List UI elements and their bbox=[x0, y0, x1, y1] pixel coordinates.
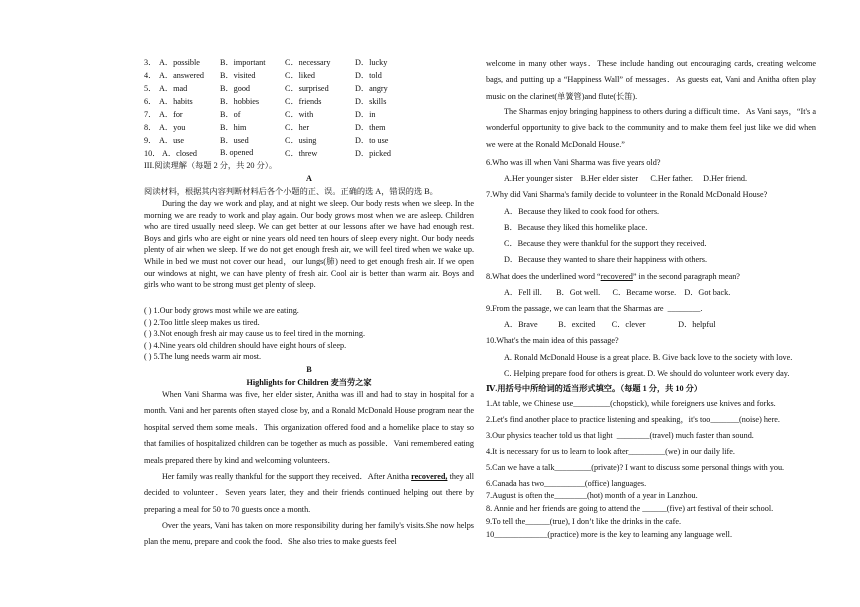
passage-b-letter: B bbox=[306, 365, 312, 374]
option-row: 3． bbox=[144, 58, 157, 67]
passage-b-paragraph-5: The Sharmas enjoy bringing happiness to others during a difficult time．As Vani says，“It's a wonderful opportunity to give back to the community and to make them feel just like we did when we were at the Ronald McDonald House.” bbox=[486, 107, 816, 149]
fill-item: 2.Let's find another place to practice listening and speaking，it's too_______(noise) here. bbox=[486, 415, 780, 424]
option-c: C．necessary bbox=[285, 58, 331, 67]
question-10-option: C. Helping prepare food for others is great. D. We should do volunteer work every day. bbox=[504, 369, 790, 378]
option-row: 8． bbox=[144, 123, 157, 132]
passage-a-text: During the day we work and play, and at night we sleep. Our body rests when we sleep. In the morning we are ready to work and play again. Our body grows most when we are asleep. Children who are tired usually need sleep. We can get better at our lessons after we have had enough rest. Boys and girls who are eight or nine years old need ten hours of sleep every night. Our body needs plenty of air when we sleep. If we do not get enough fresh air, we will feel tired when we wake up. While in bed we must not cover our head，our lungs(肺) need to get enough fresh air. If we open our windows at night, we can have plenty of fresh air. Cool air is better than warm air. Boys and girls who want to be strong must get plenty of sleep. bbox=[144, 199, 474, 290]
option-a: A．closed bbox=[162, 149, 198, 158]
option-c: C．friends bbox=[285, 97, 322, 106]
option-c: C．surprised bbox=[285, 84, 329, 93]
passage-b-title: Highlights for Children 麦当劳之家 bbox=[246, 378, 372, 387]
fill-item: 5.Can we have a talk_________(private)? I want to discuss some personal things with you. bbox=[486, 463, 785, 472]
option-d: D．to use bbox=[355, 136, 389, 145]
question-7-option: A．Because they liked to cook food for others. bbox=[504, 207, 660, 216]
option-c: C．her bbox=[285, 123, 310, 132]
section-heading: III.阅读理解（每题 2 分，共 20 分）。 bbox=[144, 161, 278, 170]
fill-item: 3.Our physics teacher told us that light ________(travel) much faster than sound. bbox=[486, 431, 754, 440]
question-7: 7.Why did Vani Sharma's family decide to volunteer in the Ronald McDonald House? bbox=[486, 190, 768, 199]
section-heading: Ⅳ.用括号中所给词的适当形式填空。（每题 1 分，共 10 分） bbox=[486, 384, 703, 393]
option-row: 7． bbox=[144, 110, 157, 119]
option-c: C．using bbox=[285, 136, 317, 145]
option-a: A．mad bbox=[159, 84, 188, 93]
passage-b-paragraph-3: Over the years, Vani has taken on more responsibility during her family's visits.She now helps plan the menu, prepare and cook the food．She also tries to make guests feel bbox=[144, 521, 474, 547]
option-c: C．threw bbox=[285, 149, 318, 158]
option-d: D．lucky bbox=[355, 58, 388, 67]
question-10: 10.What's the main idea of this passage? bbox=[486, 336, 619, 345]
tf-item: ( ) 5.The lung needs warm air most. bbox=[144, 352, 262, 361]
option-b: B．him bbox=[220, 123, 247, 132]
fill-item: 10_____________(practice) more is the key to learning any language well. bbox=[486, 530, 733, 539]
passage-b-paragraph-4: welcome in many other ways．These include handing out encouraging cards, creating welcome bags, and putting up a “Happiness Wall” of messages．As guests eat, Vani and Anitha often play music on the clarinet(单簧管)and flute(长笛). bbox=[486, 59, 816, 101]
option-a: A．answered bbox=[159, 71, 205, 80]
option-a: A．for bbox=[159, 110, 183, 119]
option-a: A．use bbox=[159, 136, 185, 145]
option-row: 4． bbox=[144, 71, 157, 80]
passage-b-paragraph-1: When Vani Sharma was five, her elder sister, Anitha was ill and had to stay in hospital for a month. Vani and her parents often stayed close by, and a Ronald McDonald House program near the hospital served them some meals．This organization offered food and a homelike place to stay so that families of hospitalized children can be together as much as possible．Vani remembered eating meals prepared there by kind and welcoming volunteers． bbox=[144, 390, 474, 465]
option-b: B．good bbox=[220, 84, 251, 93]
fill-item: 1.At table, we Chinese use_________(chopstick), while foreigners use knives and forks. bbox=[486, 399, 776, 408]
passage-b-paragraph-2: Her family was really thankful for the support they received．After Anitha recovered, they all decided to volunteer．Seven years later, they and their friends continued helping out there by preparing a meal for 50 to 70 guests once a month. bbox=[144, 472, 474, 514]
option-b: B．hobbies bbox=[220, 97, 260, 106]
question-9-options: A．Brave B．excited C．clever D．helpful bbox=[504, 320, 716, 329]
option-row: 9． bbox=[144, 136, 157, 145]
option-d: D．picked bbox=[355, 149, 391, 158]
option-row: 6． bbox=[144, 97, 157, 106]
option-d: D．them bbox=[355, 123, 386, 132]
fill-item: 4.It is necessary for us to learn to look after_________(we) in our daily life. bbox=[486, 447, 735, 456]
tf-item: ( ) 3.Not enough fresh air may cause us to feel tired in the morning. bbox=[144, 329, 365, 338]
option-a: A．you bbox=[159, 123, 186, 132]
passage-a-title: A bbox=[306, 174, 312, 183]
option-d: D．angry bbox=[355, 84, 388, 93]
option-b: B．important bbox=[220, 58, 266, 67]
question-9: 9.From the passage, we can learn that the Sharmas are ________. bbox=[486, 304, 703, 313]
option-a: A．habits bbox=[159, 97, 193, 106]
fill-item: 9.To tell the______(true), I don’t like the drinks in the cafe. bbox=[486, 517, 682, 526]
question-8-options: A．Fell ill. B．Got well. C．Became worse. D．Got back. bbox=[504, 288, 731, 297]
option-a: A．possible bbox=[159, 58, 200, 67]
question-7-option: D．Because they wanted to share their happiness with others. bbox=[504, 255, 708, 264]
passage-a-instructions: 阅读材料，根据其内容判断材料后各个小题的正、误。正确的选 A，错误的选 B。 bbox=[144, 187, 438, 196]
option-b: B．of bbox=[220, 110, 241, 119]
option-b: B. opened bbox=[220, 148, 254, 157]
underlined-word: recovered, bbox=[411, 472, 448, 481]
question-6-options: A.Her younger sister B.Her elder sister C.Her father. D.Her friend. bbox=[504, 174, 748, 183]
question-6: 6.Who was ill when Vani Sharma was five years old? bbox=[486, 158, 661, 167]
option-d: D．told bbox=[355, 71, 382, 80]
option-b: B．visited bbox=[220, 71, 256, 80]
option-b: B．used bbox=[220, 136, 249, 145]
fill-item: 7.August is often the________(hot) month of a year in Lanzhou. bbox=[486, 491, 698, 500]
question-10-option: A. Ronald McDonald House is a great place. B. Give back love to the society with love. bbox=[504, 353, 793, 362]
option-row: 10． bbox=[144, 149, 161, 158]
tf-item: ( ) 1.Our body grows most while we are eating. bbox=[144, 306, 299, 315]
tf-item: ( ) 2.Too little sleep makes us tired. bbox=[144, 318, 260, 327]
fill-item: 8. Annie and her friends are going to attend the ______(five) art festival of their school. bbox=[486, 504, 774, 513]
option-d: D．in bbox=[355, 110, 376, 119]
option-d: D．skills bbox=[355, 97, 387, 106]
option-row: 5． bbox=[144, 84, 157, 93]
question-7-option: C．Because they were thankful for the support they received. bbox=[504, 239, 707, 248]
option-c: C．liked bbox=[285, 71, 316, 80]
option-c: C．with bbox=[285, 110, 314, 119]
question-7-option: B．Because they liked this homelike place. bbox=[504, 223, 648, 232]
fill-item: 6.Canada has two__________(office) languages. bbox=[486, 479, 647, 488]
tf-item: ( ) 4.Nine years old children should have eight hours of sleep. bbox=[144, 341, 347, 350]
question-8: 8.What does the underlined word “recovered” in the second paragraph mean? bbox=[486, 272, 740, 281]
